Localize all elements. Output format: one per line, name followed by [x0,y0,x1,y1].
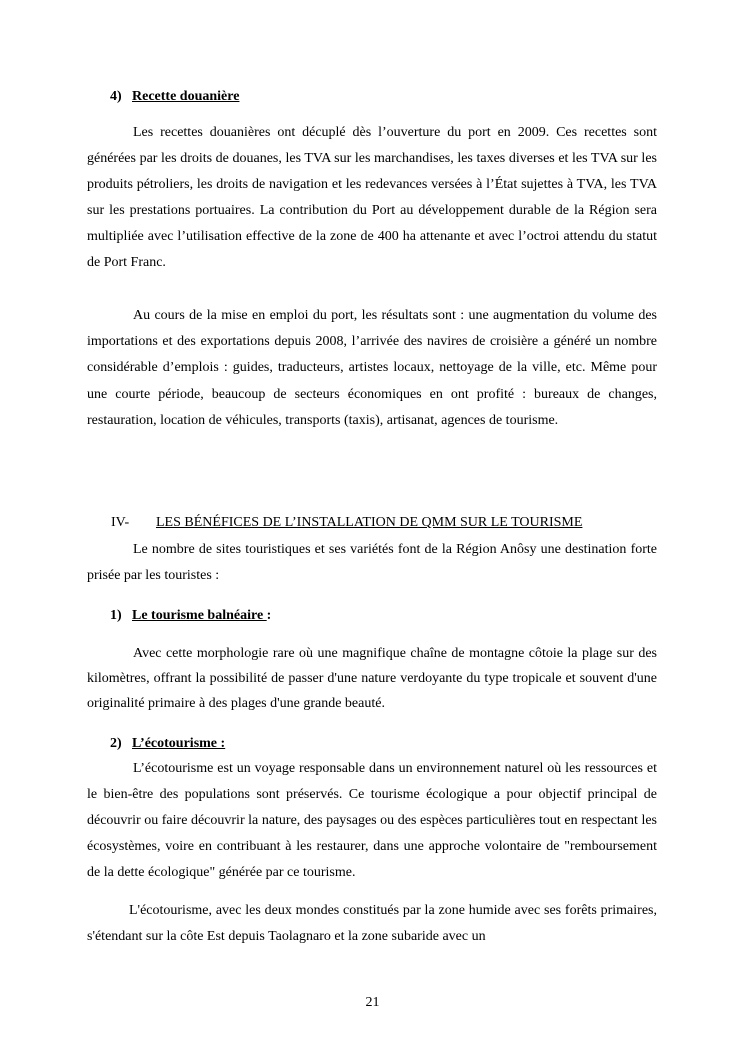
section-number: IV- [111,515,130,530]
paragraph-tourisme-balneaire: Avec cette morphologie rare où une magnifique chaîne de montagne côtoie la plage sur des kilomètres, offrant la possibilité de passer d'une nature verdoyante du type tropicale et souvent d'une originalité primaire à des plages d'une grande beauté. [87,646,657,711]
section-number: 4) [110,89,122,104]
paragraph-ecotourisme-mondes: L'écotourisme, avec les deux mondes constitués par la zone humide avec ses forêts primaires, s'étendant sur la côte Est depuis Taolagnaro et la zone subaride avec un [87,903,657,944]
section-title: LES BÉNÉFICES DE L’INSTALLATION DE QMM SUR LE TOURISME [156,515,583,530]
paragraph-intro-tourisme: Le nombre de sites touristiques et ses variétés font de la Région Anôsy une destination forte prisée par les touristes : [87,542,657,583]
subsection-title: Le tourisme balnéaire [132,608,267,623]
page-number: 21 [365,995,380,1010]
subsection-number: 2) [110,736,122,751]
paragraph-ecotourisme-definition: L’écotourisme est un voyage responsable dans un environnement naturel où les ressources et le bien-être des populations sont préservés. Ce tourisme écologique a pour objectif principal de découvrir ou faire découvrir la nature, des paysages ou des espèces particulières tout en respectant les écosystèmes, voire en contribuant à les restaurer, dans une approche volontaire de "remboursement de la dette écologique" générée par ce tourisme. [87,761,657,880]
subsection-title: L’écotourisme : [132,736,226,751]
subsection-title-suffix: : [266,608,272,623]
paragraph-resultats-port: Au cours de la mise en emploi du port, les résultats sont : une augmentation du volume des importations et des exportations depuis 2008, l’arrivée des navires de croisière a généré un nombre considérable d’emplois : guides, traducteurs, artistes locaux, nettoyage de la ville, etc. Même pour une courte période, beaucoup de secteurs économiques en ont profité : bureaux de changes, restauration, location de véhicules, transports (taxis), artisanat, agences de tourisme. [87,308,657,428]
section-heading-benefices-qmm [111,514,582,532]
section-heading-recette-douaniere [110,88,239,106]
subsection-heading-tourisme-balneaire [110,607,271,625]
section-title: Recette douanière [132,89,240,104]
paragraph-recettes-douanieres: Les recettes douanières ont décuplé dès l’ouverture du port en 2009. Ces recettes sont générées par les droits de douanes, les TVA sur les marchandises, les taxes diverses et les TVA sur les produits pétroliers, les droits de navigation et les redevances versées à l’État sujettes à TVA, les TVA sur les prestations portuaires. La contribution du Port au développement durable de la Région sera multipliée avec l’utilisation effective de la zone de 400 ha attenante et avec l’octroi attendu du statut de Port Franc. [87,125,657,270]
subsection-heading-ecotourisme [110,735,225,753]
subsection-number: 1) [110,608,122,623]
